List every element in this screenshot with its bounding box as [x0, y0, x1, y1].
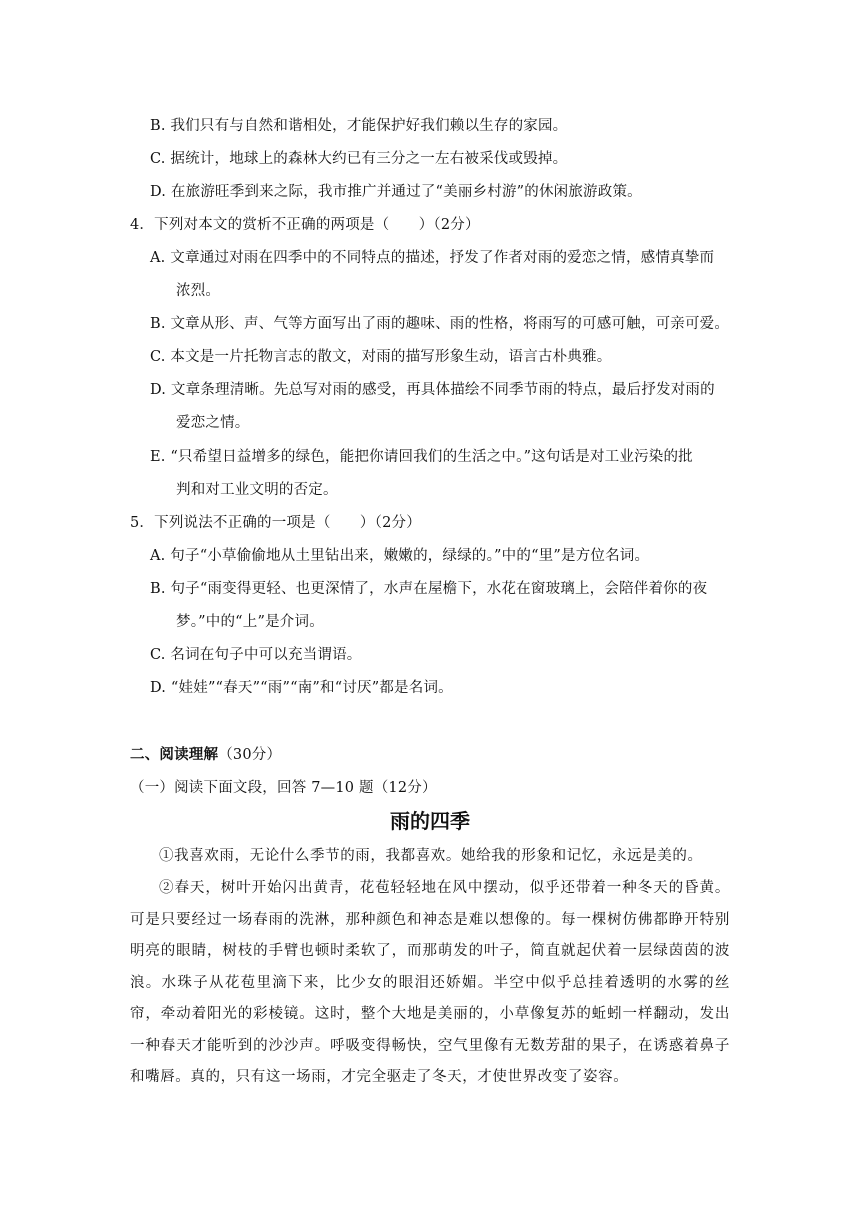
- section-heading-text: 二、阅读理解: [130, 747, 219, 763]
- article-paragraph-1: ①我喜欢雨，无论什么季节的雨，我都喜欢。她给我的形象和记忆，永远是美的。: [159, 848, 703, 864]
- q4-option-a: A. 文章通过对雨在四季中的不同特点的描述，抒发了作者对雨的爱恋之情，感情真挚而: [150, 250, 715, 266]
- q4-option-d-cont: 爱恋之情。: [176, 415, 250, 431]
- q5-option-d: D. “娃娃”“春天”“雨”“南”和“讨厌”都是名词。: [150, 680, 453, 696]
- q4-option-c: C. 本文是一片托物言志的散文，对雨的描写形象生动，语言古朴典雅。: [150, 349, 612, 365]
- q4-option-a-cont: 浓烈。: [176, 283, 221, 299]
- q5-option-b-cont: 梦。”中的“上”是介词。: [176, 614, 324, 630]
- article-title: 雨的四季: [390, 809, 470, 833]
- q5-option-a: A. 句子“小草偷偷地从土里钻出来，嫩嫩的，绿绿的。”中的“里”是方位名词。: [150, 548, 650, 564]
- section-heading: [130, 745, 281, 765]
- article-paragraph-2: ②春天，树叶开始闪出黄青，花苞轻轻地在风中摆动，似乎还带着一种冬天的昏黄。可是只要经过一场春雨的洗淋，那种颜色和神态是难以想像的。每一棵树仿佛都睁开特别明亮的眼睛，树枝的手臂也顿时柔软了，而那萌发的叶子，简直就起伏着一层绿茵茵的波浪。水珠子从花苞里滴下来，比少女的眼泪还娇媚。半空中似乎总挂着透明的水雾的丝帘，牵动着阳光的彩棱镜。这时，整个大地是美丽的，小草像复苏的蚯蚓一样翻动，发出一种春天才能听到的沙沙声。呼吸变得畅快，空气里像有无数芳甜的果子，在诱惑着鼻子和嘴唇。真的，只有这一场雨，才完全驱走了冬天，才使世界改变了姿容。: [130, 880, 730, 1085]
- q3-option-c: C. 据统计，地球上的森林大约已有三分之一左右被采伐或毁掉。: [150, 151, 568, 167]
- q4-stem: 4．下列对本文的赏析不正确的两项是（ ）（2分）: [130, 217, 480, 233]
- q5-option-b: B. 句子“雨变得更轻、也更深情了，水声在屋檐下，水花在窗玻璃上，会陪伴着你的夜: [150, 581, 708, 597]
- q3-option-b: B. 我们只有与自然和谐相处，才能保护好我们赖以生存的家园。: [150, 118, 568, 134]
- q4-option-e: E. “只希望日益增多的绿色，能把你请回我们的生活之中。”这句话是对工业污染的批: [150, 449, 693, 465]
- q4-option-e-cont: 判和对工业文明的否定。: [176, 482, 338, 498]
- section-score: （30分）: [218, 747, 282, 763]
- q3-option-d: D. 在旅游旺季到来之际，我市推广并通过了“美丽乡村游”的休闲旅游政策。: [150, 184, 642, 200]
- q4-option-d: D. 文章条理清晰。先总写对雨的感受，再具体描绘不同季节雨的特点，最后抒发对雨的: [150, 382, 715, 398]
- q4-option-b: B. 文章从形、声、气等方面写出了雨的趣味、雨的性格，将雨写的可感可触，可亲可爱。: [150, 316, 730, 332]
- q5-option-c: C. 名词在句子中可以充当谓语。: [150, 647, 362, 663]
- passage-instruction: （一）阅读下面文段，回答 7—10 题（12分）: [130, 780, 437, 796]
- q5-stem: 5．下列说法不正确的一项是（ ）（2分）: [130, 515, 421, 531]
